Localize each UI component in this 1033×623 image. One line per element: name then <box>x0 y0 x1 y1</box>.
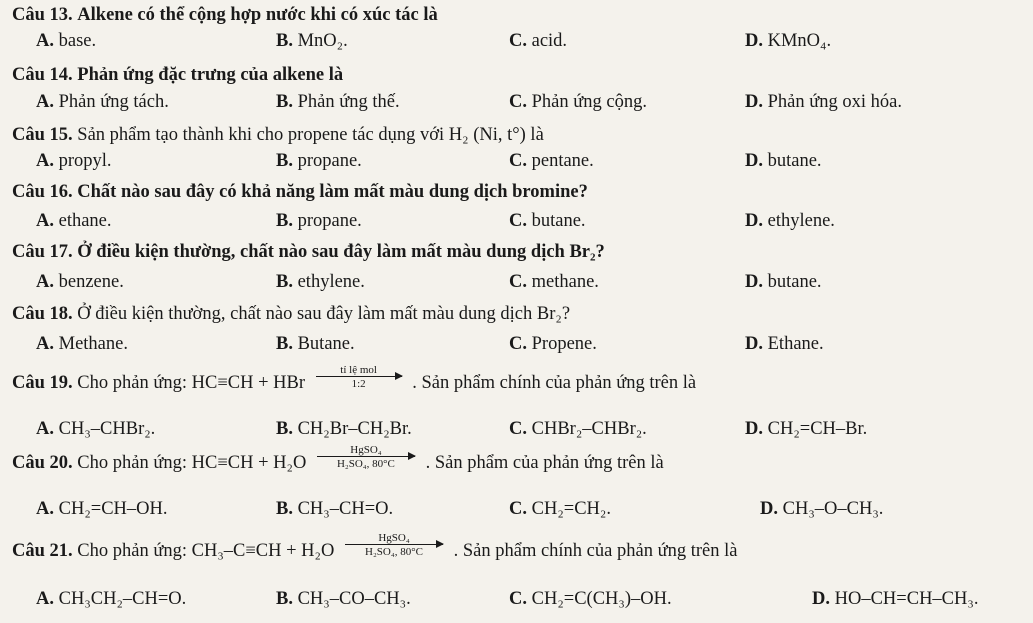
option-b: B. CH₂Br–CH₂Br. <box>276 419 412 439</box>
option-b: B. Butane. <box>276 334 355 354</box>
option-b: B. CH₃–CH=O. <box>276 499 394 519</box>
option-c: C. CH₂=C(CH₃)–OH. <box>509 589 672 609</box>
question-15 <box>12 124 544 146</box>
option-a: A. Phản ứng tách. <box>36 92 169 112</box>
question-16 <box>12 181 588 203</box>
option-d: D. Phản ứng oxi hóa. <box>745 92 903 112</box>
question-21 <box>12 532 738 562</box>
question-stem: Chất nào sau đây có khả năng làm mất màu dung dịch bromine? <box>77 182 588 202</box>
arrow-condition-top: HgSO₄ <box>378 532 410 545</box>
question-stem: Alkene có thể cộng hợp nước khi có xúc tác là <box>77 5 438 25</box>
question-stem: Ở điều kiện thường, chất nào sau đây làm mất màu dung dịch Br₂? <box>77 242 605 262</box>
option-b: B. propane. <box>276 151 362 171</box>
question-20 <box>12 444 664 474</box>
arrow-condition-bottom: 1:2 <box>351 378 366 391</box>
question-stem: Phản ứng đặc trưng của alkene là <box>77 65 344 85</box>
question-number: Câu 17. <box>12 242 73 262</box>
arrow-icon <box>317 456 415 457</box>
options-19 <box>0 418 1033 442</box>
option-a: A. CH₃CH₂–CH=O. <box>36 589 187 609</box>
options-17 <box>0 271 1033 295</box>
arrow-condition-top: HgSO₄ <box>350 444 382 457</box>
question-19 <box>12 364 697 394</box>
question-stem-pre: Cho phản ứng: <box>77 541 187 561</box>
question-stem-post: . Sản phẩm chính của phản ứng trên là <box>412 373 697 393</box>
option-c: C. acid. <box>509 31 568 51</box>
option-c: C. Propene. <box>509 334 597 354</box>
arrow-condition-top: tỉ lệ mol <box>340 364 377 377</box>
option-d: D. Ethane. <box>745 334 824 354</box>
option-b: B. ethylene. <box>276 272 365 292</box>
question-stem-post: . Sản phẩm chính của phản ứng trên là <box>453 541 738 561</box>
options-18 <box>0 333 1033 357</box>
option-b: B. MnO₂. <box>276 31 348 51</box>
arrow-icon <box>345 544 443 545</box>
question-number: Câu 16. <box>12 182 73 202</box>
options-20 <box>0 498 1033 522</box>
reaction-arrow <box>317 445 415 470</box>
question-number: Câu 14. <box>12 65 73 85</box>
option-d: D. butane. <box>745 151 822 171</box>
question-number: Câu 19. <box>12 373 73 393</box>
options-15 <box>0 150 1033 174</box>
question-13 <box>12 4 438 26</box>
option-d: D. CH₂=CH–Br. <box>745 419 868 439</box>
question-stem-post: . Sản phẩm của phản ứng trên là <box>425 453 664 473</box>
option-a: A. propyl. <box>36 151 112 171</box>
question-17 <box>12 241 605 263</box>
arrow-condition-bottom: H₂SO₄, 80°C <box>365 546 423 559</box>
question-18 <box>12 303 570 325</box>
question-stem-pre: Cho phản ứng: <box>77 453 187 473</box>
question-stem: Sản phẩm tạo thành khi cho propene tác dụng với H₂ (Ni, t°) là <box>77 125 544 145</box>
option-a: A. Methane. <box>36 334 128 354</box>
option-c: C. CH₂=CH₂. <box>509 499 611 519</box>
option-a: A. benzene. <box>36 272 124 292</box>
option-d: D. HO–CH=CH–CH₃. <box>812 589 979 609</box>
option-a: A. CH₂=CH–OH. <box>36 499 168 519</box>
option-c: C. butane. <box>509 211 586 231</box>
option-a: A. base. <box>36 31 97 51</box>
options-14 <box>0 91 1033 115</box>
option-d: D. butane. <box>745 272 822 292</box>
option-c: C. pentane. <box>509 151 594 171</box>
options-16 <box>0 210 1033 234</box>
option-c: C. methane. <box>509 272 599 292</box>
option-a: A. ethane. <box>36 211 112 231</box>
reactants: HC≡CH + H₂O <box>191 453 307 473</box>
reaction-arrow <box>345 533 443 558</box>
arrow-condition-bottom: H₂SO₄, 80°C <box>336 458 395 471</box>
option-b: B. CH₃–CO–CH₃. <box>276 589 411 609</box>
option-c: C. CHBr₂–CHBr₂. <box>509 419 647 439</box>
option-b: B. propane. <box>276 211 362 231</box>
question-number: Câu 20. <box>12 453 73 473</box>
option-d: D. CH₃–O–CH₃. <box>760 499 884 519</box>
options-21 <box>0 588 1033 612</box>
option-b: B. Phản ứng thế. <box>276 92 400 112</box>
question-stem-pre: Cho phản ứng: <box>77 373 187 393</box>
reactants: CH₃–C≡CH + H₂O <box>191 541 335 561</box>
question-number: Câu 18. <box>12 304 73 324</box>
option-c: C. Phản ứng cộng. <box>509 92 647 112</box>
option-d: D. ethylene. <box>745 211 835 231</box>
question-stem: Ở điều kiện thường, chất nào sau đây làm mất màu dung dịch Br₂? <box>77 304 571 324</box>
arrow-icon <box>316 376 402 377</box>
question-number: Câu 13. <box>12 5 73 25</box>
question-number: Câu 15. <box>12 125 73 145</box>
question-number: Câu 21. <box>12 541 73 561</box>
reaction-arrow <box>316 365 402 390</box>
reactants: HC≡CH + HBr <box>191 373 306 393</box>
option-a: A. CH₃–CHBr₂. <box>36 419 156 439</box>
question-14 <box>12 64 343 86</box>
option-d: D. KMnO₄. <box>745 31 832 51</box>
options-13 <box>0 30 1033 54</box>
